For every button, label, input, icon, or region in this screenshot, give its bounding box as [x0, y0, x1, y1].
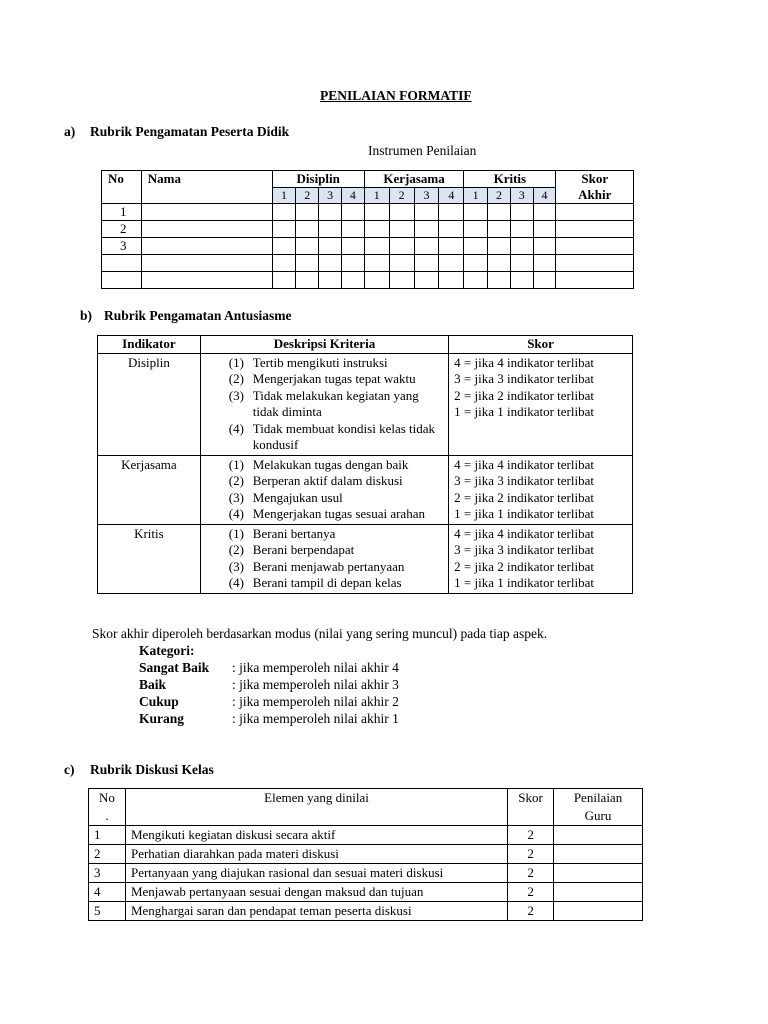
header-skor-akhir-line2: Akhir [578, 187, 612, 202]
score-cell[interactable] [464, 255, 488, 272]
sub-number: 1 [272, 188, 296, 204]
score-cell[interactable] [364, 221, 389, 238]
header-deskripsi: Deskripsi Kriteria [200, 336, 448, 354]
table-row [89, 864, 643, 883]
kategori-desc: : jika memperoleh nilai akhir 2 [232, 694, 399, 709]
row-number [102, 255, 142, 272]
sub-number: 4 [342, 188, 365, 204]
kriteria-number: (2) [228, 542, 244, 557]
kriteria-item [229, 542, 444, 559]
score-cell[interactable] [342, 204, 365, 221]
enthusiasm-body [98, 353, 633, 593]
table-row [102, 272, 634, 289]
section-c-title: Rubrik Diskusi Kelas [90, 762, 214, 777]
score-cell[interactable] [389, 221, 414, 238]
name-cell[interactable] [141, 272, 272, 289]
kriteria-number: (4) [228, 506, 244, 521]
final-score-cell[interactable] [556, 238, 634, 255]
score-cell[interactable] [414, 238, 439, 255]
row-number: 2 [102, 221, 142, 238]
skor-cell: 2 [508, 883, 554, 902]
sub-number: 4 [439, 188, 464, 204]
kriteria-number: (1) [228, 456, 244, 472]
score-cell[interactable] [439, 238, 464, 255]
kriteria-text: Melakukan tugas dengan baik [252, 456, 409, 472]
kriteria-text: Berperan aktif dalam diskusi [252, 473, 403, 488]
header-nama: Nama [141, 171, 272, 204]
enthusiasm-header-row [98, 336, 633, 354]
discussion-table [88, 788, 643, 921]
score-cell[interactable] [464, 238, 488, 255]
skor-cell [449, 455, 633, 524]
document-title: PENILAIAN FORMATIF [320, 88, 472, 103]
kategori-item [139, 676, 399, 693]
score-cell[interactable] [272, 204, 296, 221]
score-cell[interactable] [319, 255, 342, 272]
table-row [89, 902, 643, 921]
kategori-desc: : jika memperoleh nilai akhir 3 [232, 677, 399, 692]
score-cell[interactable] [533, 238, 556, 255]
kriteria-cell [200, 353, 448, 455]
row-number: 1 [89, 826, 126, 845]
table-row [89, 845, 643, 864]
kriteria-item [229, 575, 444, 592]
penilaian-guru-cell[interactable] [554, 864, 643, 883]
kriteria-number: (1) [228, 525, 244, 541]
kriteria-number: (1) [228, 354, 244, 370]
kriteria-cell [200, 524, 448, 593]
header-no: No [102, 171, 142, 204]
score-cell[interactable] [272, 255, 296, 272]
header-elemen: Elemen yang dinilai [125, 789, 507, 826]
header-skor: Skor [508, 789, 554, 826]
kategori-list [139, 659, 399, 727]
score-cell[interactable] [533, 221, 556, 238]
kriteria-item [229, 388, 444, 421]
elemen-cell: Menjawab pertanyaan sesuai dengan maksud dan tujuan [125, 883, 507, 902]
score-cell[interactable] [342, 255, 365, 272]
sub-number: 3 [319, 188, 342, 204]
kriteria-item [229, 457, 444, 474]
score-cell[interactable] [414, 272, 439, 289]
score-cell[interactable] [342, 238, 365, 255]
kriteria-list [229, 526, 444, 592]
score-cell[interactable] [488, 204, 511, 221]
elemen-cell: Perhatian diarahkan pada materi diskusi [125, 845, 507, 864]
header-penilaian-line2: Guru [584, 808, 612, 823]
skor-cell [449, 524, 633, 593]
header-indikator: Indikator [98, 336, 201, 354]
sub-number: 3 [414, 188, 439, 204]
score-cell[interactable] [488, 255, 511, 272]
name-cell[interactable] [141, 255, 272, 272]
kategori-item [139, 710, 399, 727]
skor-line: 3 = jika 3 indikator terlibat [454, 371, 594, 386]
table-row [89, 826, 643, 845]
skor-line: 4 = jika 4 indikator terlibat [454, 456, 594, 472]
kriteria-number: (2) [228, 371, 244, 386]
skor-cell [449, 353, 633, 455]
kriteria-number: (4) [228, 575, 244, 590]
score-cell[interactable] [464, 272, 488, 289]
section-a-letter: a) [64, 124, 76, 139]
kriteria-item [229, 355, 444, 372]
kriteria-text: Berani berpendapat [252, 542, 355, 557]
name-cell[interactable] [141, 221, 272, 238]
penilaian-guru-cell[interactable] [554, 845, 643, 864]
kategori-name: Cukup [139, 694, 179, 709]
kategori-item [139, 659, 399, 676]
kriteria-text: Berani tampil di depan kelas [252, 575, 402, 590]
section-a-title: Rubrik Pengamatan Peserta Didik [90, 124, 290, 139]
score-cell[interactable] [414, 221, 439, 238]
score-cell[interactable] [342, 221, 365, 238]
indikator-cell: Kerjasama [98, 455, 201, 524]
table-row [89, 883, 643, 902]
table-row [98, 353, 633, 455]
table-row [102, 255, 634, 272]
score-cell[interactable] [488, 272, 511, 289]
section-c-letter: c) [64, 762, 75, 777]
header-penilaian-line1: Penilaian [573, 790, 623, 805]
penilaian-guru-cell[interactable] [554, 902, 643, 921]
kriteria-number: (4) [228, 420, 244, 436]
table-row [102, 238, 634, 255]
sub-number: 2 [296, 188, 319, 204]
elemen-cell: Mengikuti kegiatan diskusi secara aktif [125, 826, 507, 845]
kategori-name: Kurang [139, 711, 185, 726]
score-cell[interactable] [510, 255, 533, 272]
row-number: 4 [89, 883, 126, 902]
header-skor-akhir [556, 171, 634, 204]
name-cell[interactable] [141, 204, 272, 221]
skor-line: 4 = jika 4 indikator terlibat [454, 354, 594, 370]
kriteria-item [229, 506, 444, 523]
score-cell[interactable] [296, 272, 319, 289]
elemen-cell: Menghargai saran dan pendapat teman peserta diskusi [125, 902, 507, 921]
score-cell[interactable] [272, 272, 296, 289]
skor-line: 4 = jika 4 indikator terlibat [454, 525, 594, 541]
row-number: 3 [89, 864, 126, 883]
discussion-header-row [89, 789, 643, 826]
score-cell[interactable] [389, 272, 414, 289]
score-cell[interactable] [510, 204, 533, 221]
kriteria-number: (2) [228, 473, 244, 488]
kriteria-text: Tertib mengikuti instruksi [252, 354, 388, 370]
kriteria-text: Mengerjakan tugas tepat waktu [252, 371, 416, 386]
kriteria-item [229, 526, 444, 543]
score-cell[interactable] [389, 255, 414, 272]
score-cell[interactable] [488, 221, 511, 238]
kriteria-number: (3) [228, 489, 244, 505]
score-cell[interactable] [296, 238, 319, 255]
skor-line: 3 = jika 3 indikator terlibat [454, 542, 594, 557]
score-cell[interactable] [272, 221, 296, 238]
observation-header-row [102, 171, 634, 188]
kriteria-text: Berani menjawab pertanyaan [252, 558, 405, 574]
row-number: 2 [89, 845, 126, 864]
score-cell[interactable] [414, 204, 439, 221]
skor-line: 2 = jika 2 indikator terlibat [454, 387, 594, 403]
header-penilaian-guru [554, 789, 643, 826]
score-cell[interactable] [296, 221, 319, 238]
sub-number: 3 [510, 188, 533, 204]
kategori-label: Kategori: [139, 643, 195, 658]
kriteria-item [229, 473, 444, 490]
score-cell[interactable] [439, 204, 464, 221]
score-cell[interactable] [510, 272, 533, 289]
kategori-name: Sangat Baik [139, 660, 210, 675]
final-score-cell[interactable] [556, 272, 634, 289]
header-skor: Skor [449, 336, 633, 354]
kriteria-item [229, 490, 444, 507]
header-no [89, 789, 126, 826]
penilaian-guru-cell[interactable] [554, 826, 643, 845]
score-cell[interactable] [414, 255, 439, 272]
table-row [98, 455, 633, 524]
score-cell[interactable] [389, 238, 414, 255]
score-cell[interactable] [533, 272, 556, 289]
kategori-desc: : jika memperoleh nilai akhir 4 [232, 660, 399, 675]
section-b-letter: b) [80, 308, 93, 323]
final-score-cell[interactable] [556, 221, 634, 238]
kriteria-item [229, 559, 444, 576]
elemen-cell: Pertanyaan yang diajukan rasional dan sesuai materi diskusi [125, 864, 507, 883]
sub-number: 1 [364, 188, 389, 204]
kriteria-item [229, 421, 444, 454]
row-number [102, 272, 142, 289]
kriteria-text: Mengerjakan tugas sesuai arahan [252, 506, 425, 521]
score-cell[interactable] [510, 238, 533, 255]
section-b-heading [80, 308, 292, 324]
final-score-note: Skor akhir diperoleh berdasarkan modus (nilai yang sering muncul) pada tiap aspek. [92, 626, 548, 641]
section-b-title: Rubrik Pengamatan Antusiasme [104, 308, 292, 323]
score-cell[interactable] [439, 272, 464, 289]
skor-line: 1 = jika 1 indikator terlibat [454, 404, 594, 419]
score-cell[interactable] [389, 204, 414, 221]
kategori-desc: : jika memperoleh nilai akhir 1 [232, 711, 399, 726]
score-cell[interactable] [533, 204, 556, 221]
kriteria-list [229, 457, 444, 523]
skor-line: 3 = jika 3 indikator terlibat [454, 473, 594, 488]
observation-body [102, 204, 634, 289]
skor-cell: 2 [508, 845, 554, 864]
score-cell[interactable] [439, 221, 464, 238]
score-cell[interactable] [439, 255, 464, 272]
score-cell[interactable] [319, 204, 342, 221]
kriteria-text: Berani bertanya [252, 525, 336, 541]
header-kritis: Kritis [464, 171, 556, 188]
kategori-item [139, 693, 399, 710]
section-a-caption: Instrumen Penilaian [368, 143, 477, 158]
row-number: 1 [102, 204, 142, 221]
header-no-line2: . [105, 808, 109, 823]
kriteria-text: Tidak membuat kondisi kelas tidak kondusif [252, 420, 436, 452]
name-cell[interactable] [141, 238, 272, 255]
sub-number: 2 [389, 188, 414, 204]
final-score-cell[interactable] [556, 255, 634, 272]
score-cell[interactable] [272, 238, 296, 255]
sub-number: 1 [464, 188, 488, 204]
skor-line: 1 = jika 1 indikator terlibat [454, 575, 594, 590]
table-row [102, 221, 634, 238]
kriteria-text: Mengajukan usul [252, 489, 343, 505]
score-cell[interactable] [364, 238, 389, 255]
kategori-name: Baik [139, 677, 167, 692]
kriteria-list [229, 355, 444, 454]
observation-table [101, 170, 634, 289]
skor-line: 2 = jika 2 indikator terlibat [454, 558, 594, 574]
skor-line: 1 = jika 1 indikator terlibat [454, 506, 594, 521]
score-cell[interactable] [510, 221, 533, 238]
table-row [102, 204, 634, 221]
header-skor-akhir-line1: Skor [581, 171, 609, 186]
row-number: 5 [89, 902, 126, 921]
skor-cell: 2 [508, 902, 554, 921]
header-disiplin: Disiplin [272, 171, 364, 188]
section-c-heading [64, 762, 214, 778]
skor-cell: 2 [508, 864, 554, 883]
table-row [98, 524, 633, 593]
kriteria-cell [200, 455, 448, 524]
score-cell[interactable] [488, 238, 511, 255]
section-a-heading [64, 124, 289, 140]
kriteria-number: (3) [228, 387, 244, 403]
sub-number: 2 [488, 188, 511, 204]
header-kerjasama: Kerjasama [364, 171, 463, 188]
score-cell[interactable] [464, 204, 488, 221]
score-cell[interactable] [342, 272, 365, 289]
score-cell[interactable] [533, 255, 556, 272]
score-cell[interactable] [364, 255, 389, 272]
row-number: 3 [102, 238, 142, 255]
score-cell[interactable] [319, 221, 342, 238]
kriteria-number: (3) [228, 558, 244, 574]
header-no-line1: No [99, 790, 115, 805]
indikator-cell: Kritis [98, 524, 201, 593]
final-score-cell[interactable] [556, 204, 634, 221]
indikator-cell: Disiplin [98, 353, 201, 455]
score-cell[interactable] [364, 272, 389, 289]
score-cell[interactable] [364, 204, 389, 221]
penilaian-guru-cell[interactable] [554, 883, 643, 902]
score-cell[interactable] [319, 272, 342, 289]
score-cell[interactable] [296, 255, 319, 272]
score-cell[interactable] [464, 221, 488, 238]
enthusiasm-table [97, 335, 633, 594]
discussion-body [89, 826, 643, 921]
score-cell[interactable] [296, 204, 319, 221]
score-cell[interactable] [319, 238, 342, 255]
kriteria-item [229, 371, 444, 388]
skor-cell: 2 [508, 826, 554, 845]
sub-number: 4 [533, 188, 556, 204]
skor-line: 2 = jika 2 indikator terlibat [454, 489, 594, 505]
kriteria-text: Tidak melakukan kegiatan yang tidak diminta [252, 387, 419, 419]
